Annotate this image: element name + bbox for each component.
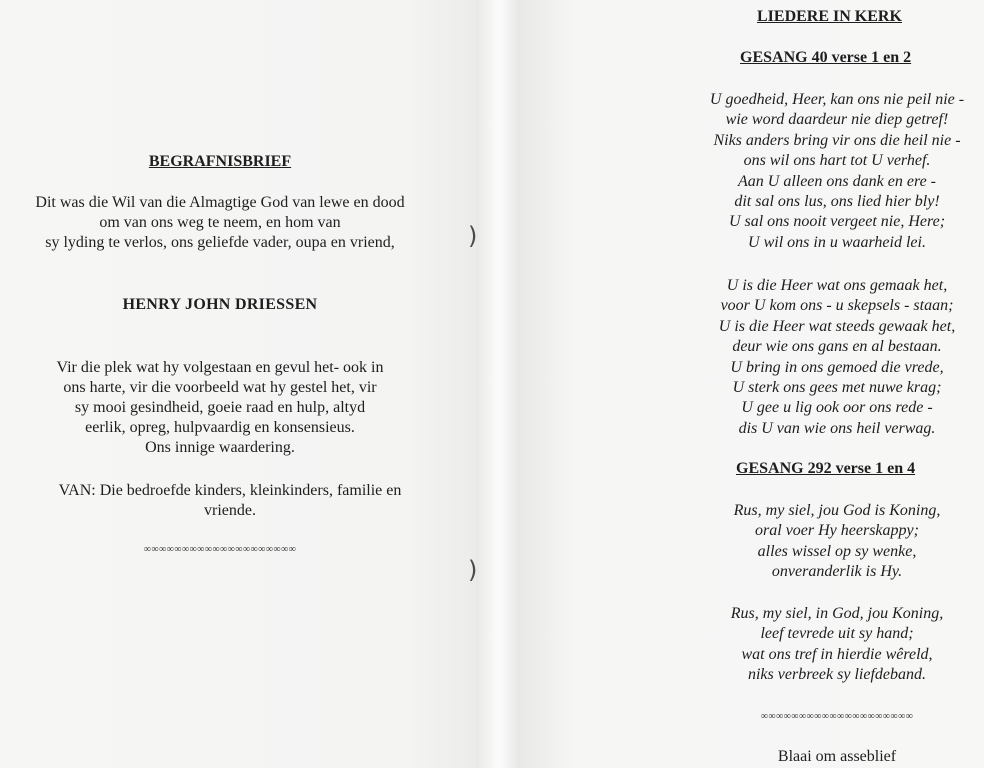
- verse-line: oral voer Hy heerskappy;: [755, 522, 919, 540]
- verse-line: wie word daardeur nie diep getref!: [725, 111, 949, 129]
- from-line: vriende.: [204, 502, 256, 519]
- ornament-divider: ∞∞∞∞∞∞∞∞∞∞∞∞∞∞∞∞∞∞∞∞: [760, 711, 914, 722]
- verse-line: U sal ons nooit vergeet nie, Here;: [728, 213, 946, 231]
- hymn-40-verse-2: [692, 276, 982, 439]
- verse-line: wat ons tref in hierdie wêreld,: [741, 645, 933, 663]
- verse-line: U is die Heer wat steeds gewaak het,: [718, 317, 956, 335]
- hymn-292-verse-1: [692, 501, 982, 583]
- verse-line: U bring in ons gemoed die vrede,: [730, 358, 944, 376]
- hymn-292-verse-4: [692, 604, 982, 686]
- turn-page-note: Blaai om asseblief: [777, 748, 897, 765]
- verse-line: deur wie ons gans en al bestaan.: [732, 338, 942, 356]
- hymn-292-title: GESANG 292 verse 1 en 4: [736, 460, 916, 477]
- left-page: [0, 0, 476, 768]
- verse-line: voor U kom ons - u skepsels - staan;: [720, 297, 954, 315]
- hymn-40-verse-1: [692, 90, 982, 253]
- intro-line: om van ons weg te neem, en hom van: [99, 214, 341, 231]
- verse-line: Rus, my siel, jou God is Koning,: [733, 502, 941, 519]
- verse-line: ons wil ons hart tot U verhef.: [743, 152, 931, 170]
- right-page: [520, 0, 984, 768]
- verse-line: U goedheid, Heer, kan ons nie peil nie -: [709, 91, 965, 108]
- intro-line: sy lyding te verlos, ons geliefde vader, oupa en vriend,: [45, 234, 395, 251]
- verse-line: leef tevrede uit sy hand;: [760, 625, 914, 643]
- binder-hole-mark: ): [468, 556, 478, 584]
- ornament-divider: ∞∞∞∞∞∞∞∞∞∞∞∞∞∞∞∞∞∞∞∞: [143, 544, 297, 555]
- tribute-line: Ons innige waardering.: [145, 439, 295, 456]
- verse-line: U sterk ons gees met nuwe krag;: [732, 379, 942, 397]
- verse-line: niks verbreek sy liefdeband.: [747, 666, 926, 684]
- from-line: VAN: Die bedroefde kinders, kleinkinders, familie en: [58, 482, 402, 499]
- tribute-paragraph: [0, 358, 440, 458]
- tribute-line: eerlik, opreg, hulpvaardig en konsensieus.: [85, 419, 355, 436]
- funeral-letter-title: BEGRAFNISBRIEF: [148, 153, 292, 170]
- verse-line: U is die Heer wat ons gemaak het,: [726, 277, 948, 294]
- verse-line: dit sal ons lus, ons lied hier bly!: [734, 193, 940, 211]
- hymn-40-title: GESANG 40 verse 1 en 2: [740, 49, 912, 66]
- tribute-line: ons harte, vir die voorbeeld wat hy gestel het, vir: [63, 379, 377, 396]
- from-paragraph: [10, 481, 450, 521]
- tribute-line: Vir die plek wat hy volgestaan en gevul het- ook in: [56, 359, 384, 376]
- verse-line: Rus, my siel, in God, jou Koning,: [730, 605, 944, 622]
- verse-line: U wil ons in u waarheid lei.: [748, 233, 926, 251]
- binder-hole-mark: ): [468, 222, 478, 250]
- deceased-name: HENRY JOHN DRIESSEN: [122, 296, 318, 313]
- verse-line: dis U van wie ons heil verwag.: [738, 419, 936, 437]
- verse-line: Aan U alleen ons dank en ere -: [737, 172, 936, 190]
- intro-line: Dit was die Wil van die Almagtige God van lewe en dood: [35, 194, 405, 211]
- tribute-line: sy mooi gesindheid, goeie raad en hulp, altyd: [74, 399, 366, 416]
- verse-line: alles wissel op sy wenke,: [757, 542, 917, 560]
- verse-line: onveranderlik is Hy.: [771, 563, 903, 581]
- songs-section-title: LIEDERE IN KERK: [757, 8, 902, 25]
- page-fold: [476, 0, 520, 768]
- intro-paragraph: [0, 193, 440, 253]
- verse-line: U gee u lig ook oor ons rede -: [741, 399, 933, 417]
- bleed-through-text: [60, 8, 65, 25]
- verse-line: Niks anders bring vir ons die heil nie -: [713, 131, 961, 149]
